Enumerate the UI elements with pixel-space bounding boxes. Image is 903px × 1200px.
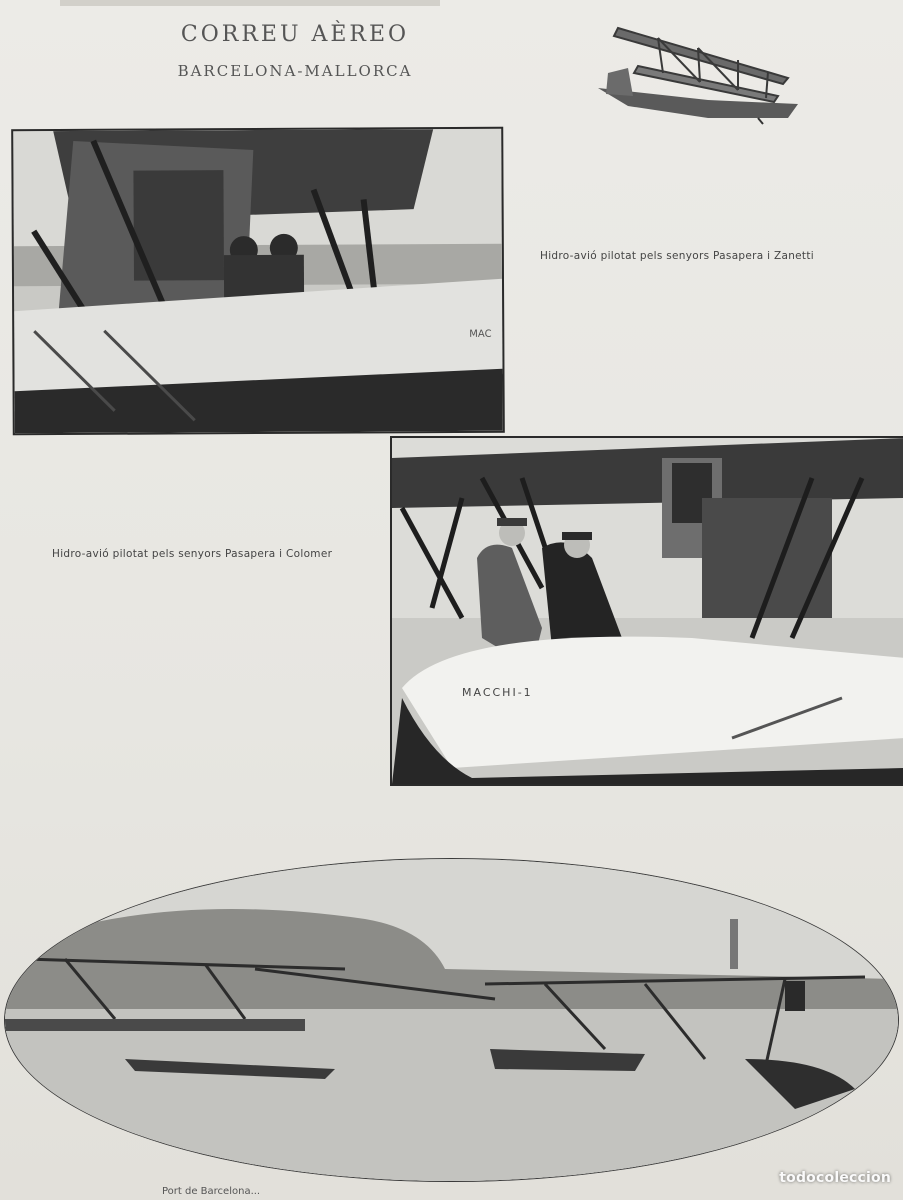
photo-port-oval: [4, 858, 899, 1182]
page-title: CORREU AÈREO: [180, 22, 410, 47]
page-subtitle: BARCELONA-MALLORCA: [177, 62, 413, 80]
seaplane-illustration: [588, 18, 808, 128]
photo-seaplane-colomer: [390, 436, 903, 786]
hull-marking: MAC: [469, 328, 492, 340]
caption-photo2: Hidro-avió pilotat pels senyors Pasapera i Colomer: [52, 548, 333, 560]
caption-photo3: Port de Barcelona...: [162, 1186, 261, 1197]
site-watermark: todocoleccion: [779, 1170, 891, 1186]
caption-photo1: Hidro-avió pilotat pels senyors Pasapera i Zanetti: [540, 250, 814, 262]
hull-marking: MACCHI-1: [462, 686, 533, 699]
photo-seaplane-zanetti: [11, 127, 505, 436]
page-top-edge: [60, 0, 440, 6]
